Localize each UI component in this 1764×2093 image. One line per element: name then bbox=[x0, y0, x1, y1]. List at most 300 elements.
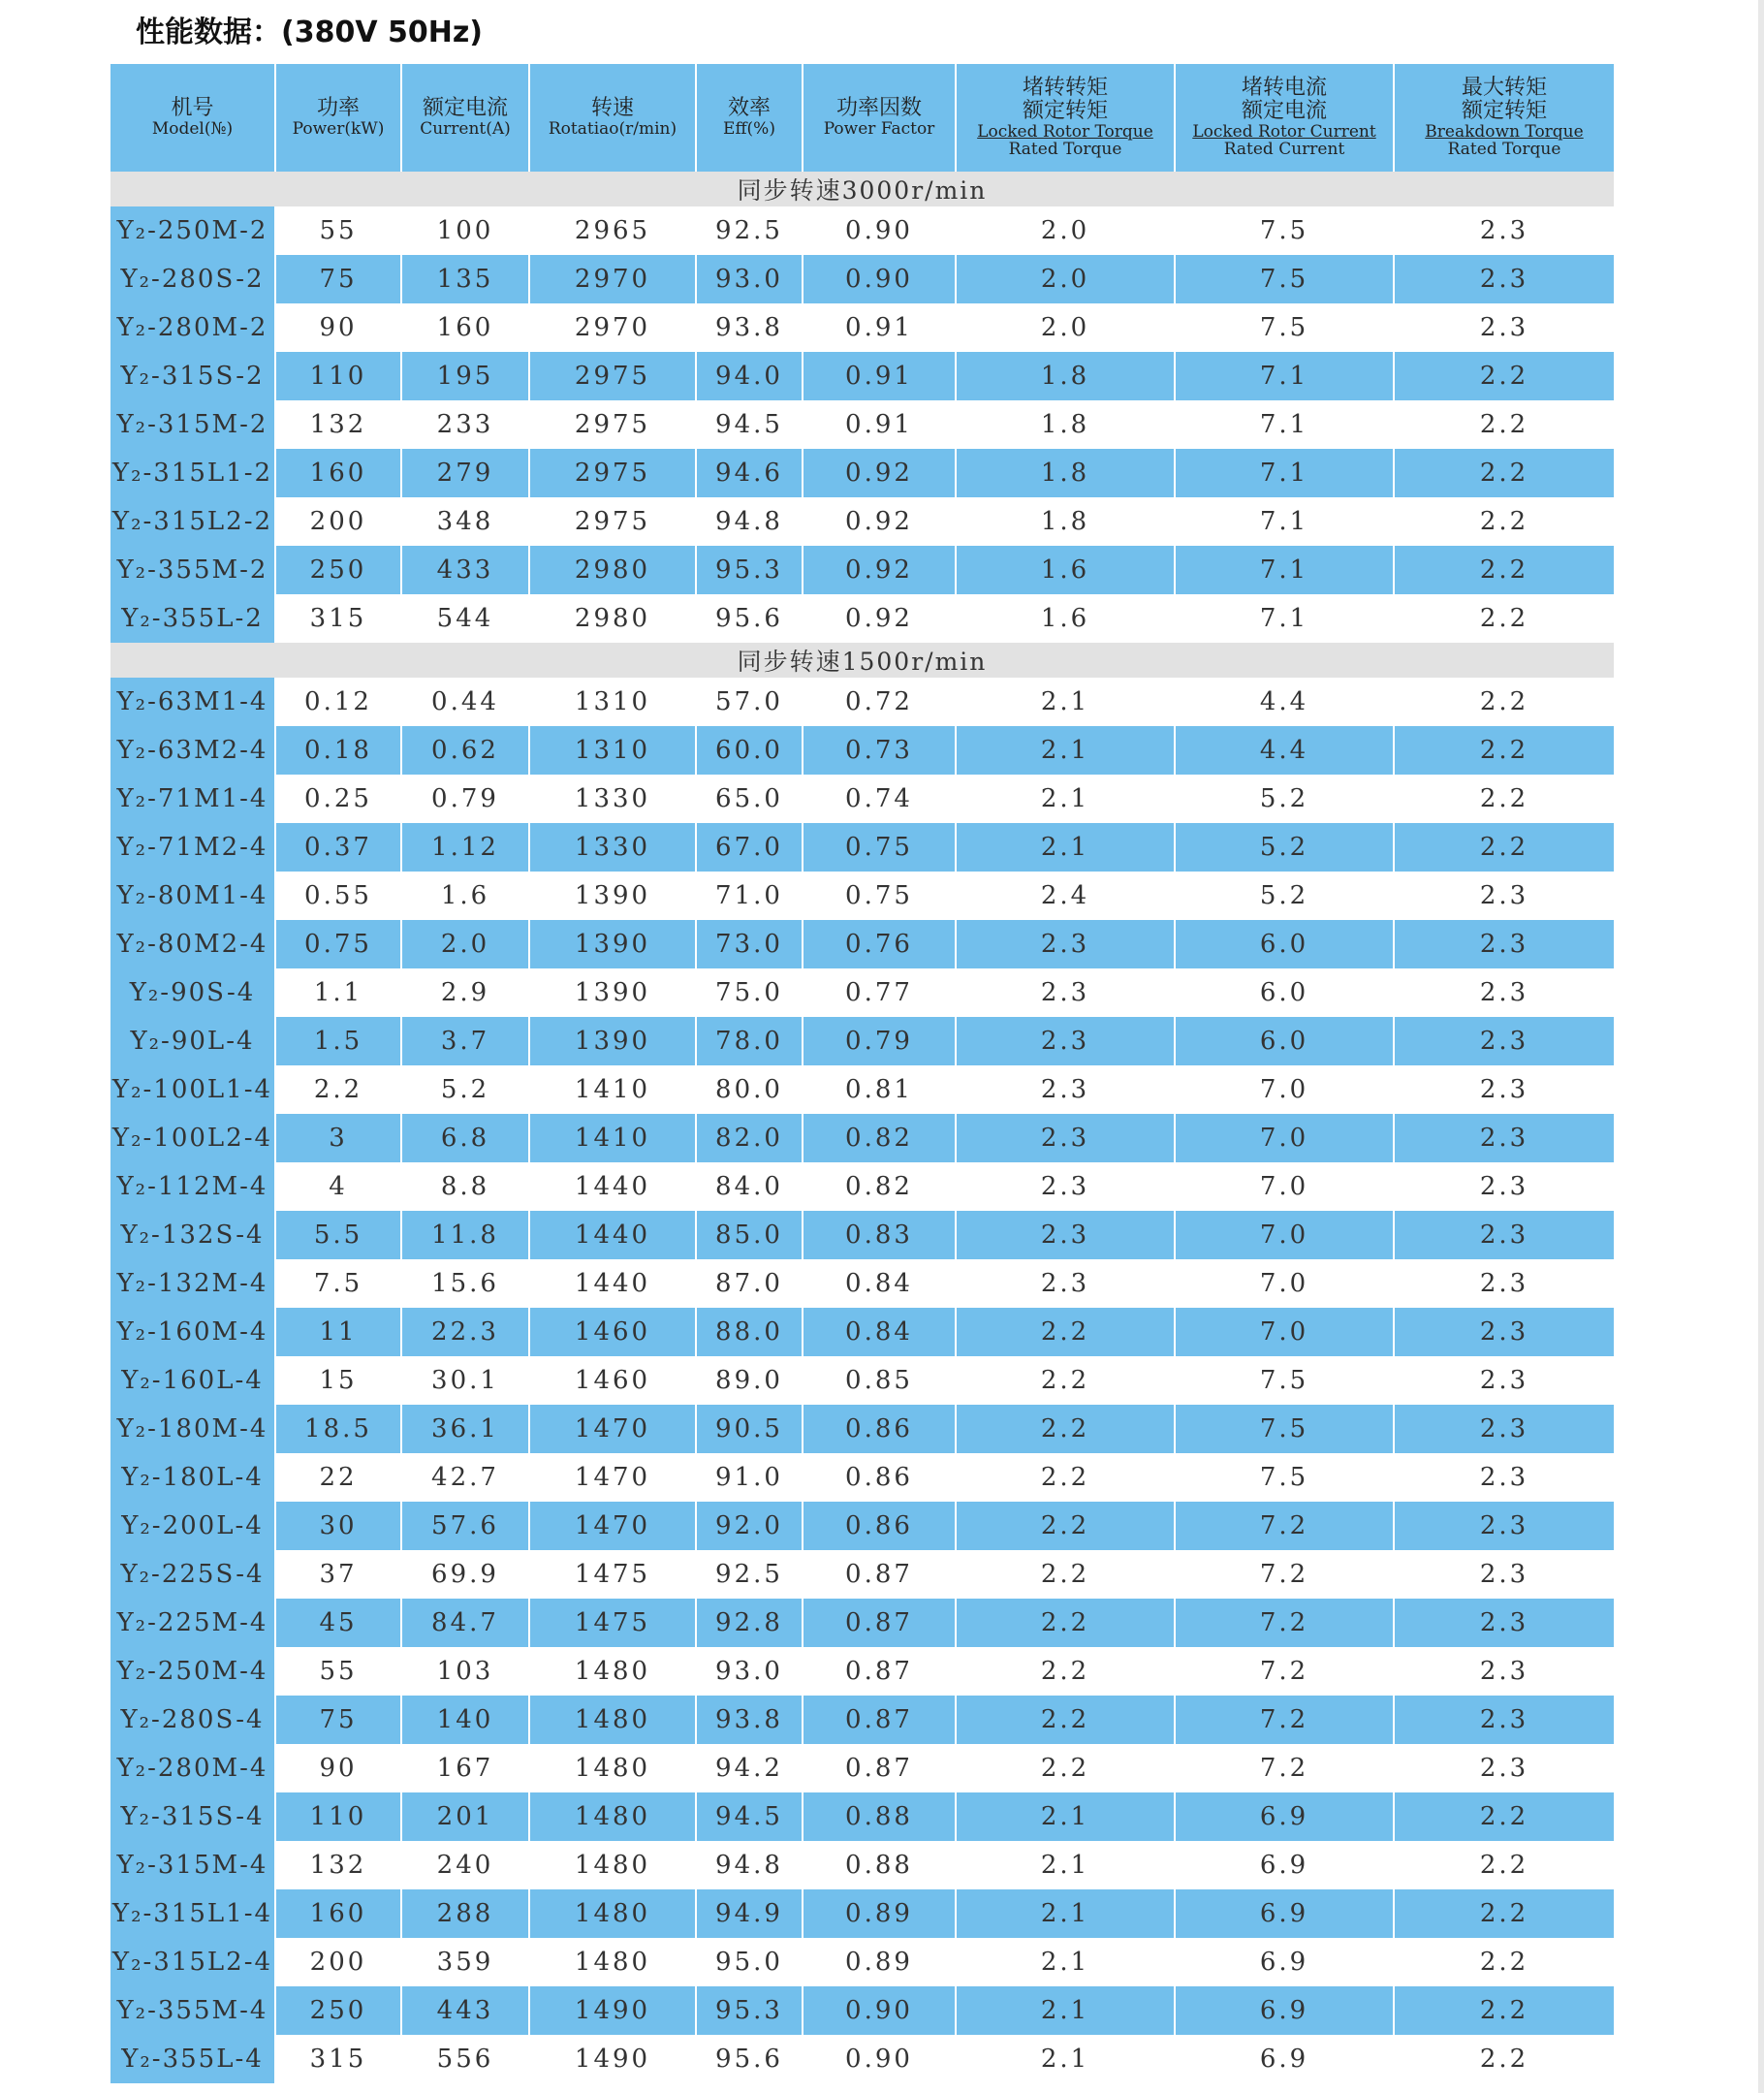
table-cell: 55 bbox=[275, 1647, 401, 1696]
model-cell: Y₂-100L2-4 bbox=[110, 1114, 275, 1162]
model-cell: Y₂-280M-2 bbox=[110, 303, 275, 352]
table-cell: 359 bbox=[401, 1938, 529, 1986]
table-cell: 2.3 bbox=[1394, 255, 1614, 303]
table-header-row bbox=[110, 64, 1614, 172]
table-cell: 75.0 bbox=[696, 968, 803, 1017]
table-cell: 94.5 bbox=[696, 1792, 803, 1841]
table-cell: 2.2 bbox=[1394, 352, 1614, 400]
table-row bbox=[110, 968, 1614, 1017]
table-cell: 0.72 bbox=[803, 678, 956, 726]
table-cell: 2.3 bbox=[1394, 1211, 1614, 1259]
table-cell: 2975 bbox=[529, 497, 696, 546]
table-cell: 82.0 bbox=[696, 1114, 803, 1162]
column-header bbox=[696, 64, 803, 172]
section-label: 同步转速3000r/min bbox=[110, 172, 1614, 206]
table-cell: 2.1 bbox=[956, 1938, 1175, 1986]
table-cell: 2.3 bbox=[1479, 1366, 1529, 1395]
table-cell: 5.2 bbox=[1175, 823, 1394, 872]
table-cell: 2.1 bbox=[956, 1792, 1175, 1841]
table-row bbox=[110, 1211, 1614, 1259]
table-cell: 71.0 bbox=[696, 872, 803, 920]
table-cell: 37 bbox=[275, 1550, 401, 1599]
table-cell: 443 bbox=[401, 1986, 529, 2035]
table-cell: 2.2 bbox=[1479, 784, 1529, 813]
table-cell: 0.89 bbox=[803, 1889, 956, 1938]
table-row bbox=[110, 1017, 1614, 1065]
table-cell: 95.6 bbox=[696, 2035, 803, 2083]
table-cell: 2.2 bbox=[956, 1502, 1175, 1550]
table-row bbox=[110, 400, 1614, 449]
table-cell: 73.0 bbox=[696, 920, 803, 968]
table-cell: 45 bbox=[275, 1599, 401, 1647]
model-cell: Y₂-225S-4 bbox=[110, 1550, 275, 1599]
table-cell: 42.7 bbox=[401, 1453, 529, 1502]
table-cell: 0.18 bbox=[275, 726, 401, 775]
table-row bbox=[110, 1162, 1614, 1211]
table-cell: 200 bbox=[275, 1938, 401, 1986]
table-cell: 1.6 bbox=[401, 872, 529, 920]
table-cell: 240 bbox=[401, 1841, 529, 1889]
table-cell: 2.2 bbox=[1479, 687, 1529, 716]
table-cell: 2980 bbox=[529, 594, 696, 643]
column-header-zh: 堵转电流 额定电流 bbox=[1241, 76, 1327, 124]
table-cell: 2.2 bbox=[956, 1308, 1175, 1356]
table-cell: 0.88 bbox=[803, 1841, 956, 1889]
table-cell: 0.92 bbox=[803, 594, 956, 643]
table-cell: 22.3 bbox=[401, 1308, 529, 1356]
table-cell: 5.2 bbox=[401, 1065, 529, 1114]
table-cell: 1390 bbox=[529, 1017, 696, 1065]
table-cell: 160 bbox=[401, 303, 529, 352]
table-cell: 7.5 bbox=[1175, 1405, 1394, 1453]
model-cell: Y₂-315L2-4 bbox=[110, 1938, 275, 1986]
table-cell: 2.2 bbox=[1394, 546, 1614, 594]
column-header bbox=[956, 64, 1175, 172]
table-cell: 15.6 bbox=[401, 1259, 529, 1308]
table-cell: 57.0 bbox=[696, 678, 803, 726]
table-cell: 94.8 bbox=[696, 1841, 803, 1889]
table-cell: 0.90 bbox=[803, 1986, 956, 2035]
table-cell: 7.5 bbox=[275, 1259, 401, 1308]
table-cell: 2.2 bbox=[956, 1453, 1175, 1502]
column-header-en: Rated Torque bbox=[1447, 140, 1561, 160]
table-cell: 80.0 bbox=[696, 1065, 803, 1114]
table-cell: 0.86 bbox=[803, 1453, 956, 1502]
table-cell: 30.1 bbox=[401, 1356, 529, 1405]
table-cell: 2.3 bbox=[1479, 1463, 1529, 1492]
table-cell: 7.2 bbox=[1175, 1696, 1394, 1744]
table-cell: 2.3 bbox=[1479, 881, 1529, 910]
table-cell: 2.3 bbox=[1394, 1599, 1614, 1647]
table-cell: 0.92 bbox=[803, 449, 956, 497]
table-cell: 18.5 bbox=[275, 1405, 401, 1453]
table-row bbox=[110, 1744, 1614, 1792]
table-cell: 0.87 bbox=[803, 1744, 956, 1792]
table-cell: 2.3 bbox=[956, 1211, 1175, 1259]
table-cell: 0.75 bbox=[803, 872, 956, 920]
table-cell: 2.2 bbox=[956, 1550, 1175, 1599]
table-cell: 75 bbox=[275, 255, 401, 303]
table-cell: 0.87 bbox=[803, 1647, 956, 1696]
table-cell: 15 bbox=[275, 1356, 401, 1405]
table-cell: 55 bbox=[275, 206, 401, 255]
table-cell: 1440 bbox=[529, 1162, 696, 1211]
table-cell: 2.3 bbox=[956, 1114, 1175, 1162]
table-row bbox=[110, 1889, 1614, 1938]
column-header-en: Eff(%) bbox=[723, 119, 775, 140]
table-cell: 95.0 bbox=[696, 1938, 803, 1986]
table-cell: 0.77 bbox=[803, 968, 956, 1017]
table-cell: 1330 bbox=[529, 775, 696, 823]
table-cell: 7.2 bbox=[1175, 1502, 1394, 1550]
table-cell: 2.0 bbox=[956, 303, 1175, 352]
table-cell: 2.1 bbox=[956, 678, 1175, 726]
table-cell: 2.2 bbox=[1394, 726, 1614, 775]
table-body bbox=[110, 172, 1614, 2083]
table-cell: 2.3 bbox=[1479, 1560, 1529, 1589]
table-cell: 2.1 bbox=[956, 726, 1175, 775]
table-cell: 7.5 bbox=[1175, 1356, 1394, 1405]
table-row bbox=[110, 1502, 1614, 1550]
model-cell: Y₂-112M-4 bbox=[110, 1162, 275, 1211]
table-row bbox=[110, 255, 1614, 303]
model-cell: Y₂-280S-4 bbox=[110, 1696, 275, 1744]
table-cell: 5.2 bbox=[1175, 872, 1394, 920]
model-cell: Y₂-90L-4 bbox=[110, 1017, 275, 1065]
table-row bbox=[110, 678, 1614, 726]
model-cell: Y₂-315M-2 bbox=[110, 400, 275, 449]
model-cell: Y₂-315L2-2 bbox=[110, 497, 275, 546]
table-cell: 2.2 bbox=[1394, 1889, 1614, 1938]
table-row bbox=[110, 2035, 1614, 2083]
table-cell: 2.2 bbox=[956, 1647, 1175, 1696]
column-header bbox=[1175, 64, 1394, 172]
table-cell: 100 bbox=[401, 206, 529, 255]
table-cell: 2.4 bbox=[956, 872, 1175, 920]
table-row bbox=[110, 1599, 1614, 1647]
table-cell: 2.3 bbox=[956, 1259, 1175, 1308]
model-cell: Y₂-160M-4 bbox=[110, 1308, 275, 1356]
table-cell: 92.0 bbox=[696, 1502, 803, 1550]
table-cell: 167 bbox=[401, 1744, 529, 1792]
table-cell: 135 bbox=[401, 255, 529, 303]
table-cell: 1460 bbox=[529, 1356, 696, 1405]
table-row bbox=[110, 1938, 1614, 1986]
column-header-en: Rated Torque bbox=[1008, 140, 1122, 160]
column-header-en: Locked Rotor Torque bbox=[977, 121, 1153, 142]
table-cell: 0.92 bbox=[803, 546, 956, 594]
table-cell: 0.88 bbox=[803, 1792, 956, 1841]
table-cell: 6.9 bbox=[1175, 1986, 1394, 2035]
table-cell: 5.2 bbox=[1175, 775, 1394, 823]
table-cell: 8.8 bbox=[401, 1162, 529, 1211]
table-cell: 6.9 bbox=[1175, 1938, 1394, 1986]
table-cell: 0.81 bbox=[803, 1065, 956, 1114]
table-cell: 6.0 bbox=[1175, 920, 1394, 968]
table-row bbox=[110, 1647, 1614, 1696]
table-cell: 30 bbox=[275, 1502, 401, 1550]
table-row bbox=[110, 1696, 1614, 1744]
table-row bbox=[110, 497, 1614, 546]
table-cell: 93.8 bbox=[696, 303, 803, 352]
column-header-en: Power(kW) bbox=[292, 119, 385, 140]
column-header-en: Rotatiao(r/min) bbox=[548, 119, 677, 140]
table-row bbox=[110, 920, 1614, 968]
model-cell: Y₂-90S-4 bbox=[110, 968, 275, 1017]
model-cell: Y₂-63M1-4 bbox=[110, 678, 275, 726]
table-cell: 1470 bbox=[529, 1405, 696, 1453]
column-header-en: Power Factor bbox=[823, 119, 935, 140]
model-cell: Y₂-132M-4 bbox=[110, 1259, 275, 1308]
table-cell: 7.5 bbox=[1175, 303, 1394, 352]
table-cell: 2.3 bbox=[1394, 920, 1614, 968]
table-cell: 1480 bbox=[529, 1647, 696, 1696]
model-cell: Y₂-200L-4 bbox=[110, 1502, 275, 1550]
table-cell: 2.2 bbox=[956, 1696, 1175, 1744]
table-cell: 1.5 bbox=[275, 1017, 401, 1065]
table-cell: 94.5 bbox=[696, 400, 803, 449]
table-cell: 2.1 bbox=[956, 2035, 1175, 2083]
table-cell: 88.0 bbox=[696, 1308, 803, 1356]
model-cell: Y₂-180L-4 bbox=[110, 1453, 275, 1502]
performance-table bbox=[110, 64, 1614, 2083]
table-cell: 2975 bbox=[529, 352, 696, 400]
table-cell: 2.0 bbox=[401, 920, 529, 968]
model-cell: Y₂-355L-2 bbox=[110, 594, 275, 643]
table-row bbox=[110, 449, 1614, 497]
table-cell: 1330 bbox=[529, 823, 696, 872]
table-cell: 1480 bbox=[529, 1841, 696, 1889]
table-cell: 2980 bbox=[529, 546, 696, 594]
table-cell: 11 bbox=[275, 1308, 401, 1356]
model-cell: Y₂-315S-4 bbox=[110, 1792, 275, 1841]
table-cell: 90.5 bbox=[696, 1405, 803, 1453]
table-cell: 1410 bbox=[529, 1065, 696, 1114]
table-row bbox=[110, 1792, 1614, 1841]
table-cell: 0.90 bbox=[803, 206, 956, 255]
table-cell: 2.3 bbox=[1394, 1696, 1614, 1744]
table-cell: 0.85 bbox=[803, 1356, 956, 1405]
table-cell: 1490 bbox=[529, 1986, 696, 2035]
table-cell: 0.84 bbox=[803, 1308, 956, 1356]
table-cell: 7.2 bbox=[1175, 1744, 1394, 1792]
table-row bbox=[110, 775, 1614, 823]
table-cell: 2.2 bbox=[1394, 1792, 1614, 1841]
table-cell: 2.2 bbox=[956, 1599, 1175, 1647]
table-row bbox=[110, 1453, 1614, 1502]
table-cell: 2.2 bbox=[956, 1744, 1175, 1792]
table-cell: 0.73 bbox=[803, 726, 956, 775]
table-cell: 2.2 bbox=[1394, 823, 1614, 872]
table-row bbox=[110, 1114, 1614, 1162]
table-cell: 1460 bbox=[529, 1308, 696, 1356]
table-cell: 2.3 bbox=[956, 1017, 1175, 1065]
table-cell: 57.6 bbox=[401, 1502, 529, 1550]
table-cell: 7.0 bbox=[1175, 1162, 1394, 1211]
table-cell: 2970 bbox=[529, 303, 696, 352]
table-cell: 78.0 bbox=[696, 1017, 803, 1065]
table-cell: 92.5 bbox=[696, 206, 803, 255]
table-cell: 6.0 bbox=[1175, 968, 1394, 1017]
table-cell: 433 bbox=[401, 546, 529, 594]
table-cell: 0.87 bbox=[803, 1599, 956, 1647]
column-header-en: Locked Rotor Current bbox=[1192, 121, 1376, 142]
table-row bbox=[110, 1259, 1614, 1308]
table-cell: 0.82 bbox=[803, 1162, 956, 1211]
table-cell: 0.86 bbox=[803, 1405, 956, 1453]
table-cell: 0.74 bbox=[803, 775, 956, 823]
table-cell: 2.1 bbox=[956, 823, 1175, 872]
table-cell: 2.0 bbox=[956, 255, 1175, 303]
table-cell: 0.55 bbox=[275, 872, 401, 920]
section-row bbox=[110, 172, 1614, 206]
model-cell: Y₂-100L1-4 bbox=[110, 1065, 275, 1114]
table-cell: 2970 bbox=[529, 255, 696, 303]
table-cell: 1.12 bbox=[401, 823, 529, 872]
table-cell: 90 bbox=[275, 303, 401, 352]
table-cell: 160 bbox=[275, 449, 401, 497]
table-cell: 60.0 bbox=[696, 726, 803, 775]
table-row bbox=[110, 594, 1614, 643]
table-cell: 94.9 bbox=[696, 1889, 803, 1938]
table-cell: 95.3 bbox=[696, 1986, 803, 2035]
table-cell: 4 bbox=[275, 1162, 401, 1211]
table-cell: 2.2 bbox=[275, 1065, 401, 1114]
table-cell: 250 bbox=[275, 1986, 401, 2035]
table-cell: 1390 bbox=[529, 920, 696, 968]
table-cell: 2.3 bbox=[1479, 1075, 1529, 1104]
model-cell: Y₂-80M2-4 bbox=[110, 920, 275, 968]
table-cell: 7.0 bbox=[1175, 1259, 1394, 1308]
table-cell: 2.2 bbox=[1479, 507, 1529, 536]
column-header-zh: 功率因数 bbox=[835, 96, 922, 121]
table-cell: 132 bbox=[275, 1841, 401, 1889]
table-cell: 2.1 bbox=[956, 1889, 1175, 1938]
table-cell: 0.90 bbox=[803, 255, 956, 303]
table-cell: 195 bbox=[401, 352, 529, 400]
model-cell: Y₂-315S-2 bbox=[110, 352, 275, 400]
table-cell: 6.8 bbox=[401, 1114, 529, 1162]
table-cell: 0.87 bbox=[803, 1550, 956, 1599]
column-header-en: Model(№) bbox=[151, 119, 234, 140]
model-cell: Y₂-355M-4 bbox=[110, 1986, 275, 2035]
table-cell: 7.5 bbox=[1175, 255, 1394, 303]
table-cell: 6.9 bbox=[1175, 1841, 1394, 1889]
table-cell: 22 bbox=[275, 1453, 401, 1502]
table-cell: 132 bbox=[275, 400, 401, 449]
table-cell: 6.9 bbox=[1175, 2035, 1394, 2083]
table-cell: 2965 bbox=[529, 206, 696, 255]
table-cell: 2.9 bbox=[401, 968, 529, 1017]
table-cell: 7.1 bbox=[1175, 497, 1394, 546]
model-cell: Y₂-225M-4 bbox=[110, 1599, 275, 1647]
table-cell: 36.1 bbox=[401, 1405, 529, 1453]
table-row bbox=[110, 726, 1614, 775]
table-cell: 92.5 bbox=[696, 1550, 803, 1599]
table-cell: 2.3 bbox=[1479, 313, 1529, 342]
table-row bbox=[110, 823, 1614, 872]
table-cell: 0.25 bbox=[275, 775, 401, 823]
table-cell: 0.92 bbox=[803, 497, 956, 546]
table-cell: 2.2 bbox=[1479, 1851, 1529, 1880]
table-cell: 4.4 bbox=[1175, 678, 1394, 726]
model-cell: Y₂-280M-4 bbox=[110, 1744, 275, 1792]
model-cell: Y₂-355L-4 bbox=[110, 2035, 275, 2083]
table-cell: 1480 bbox=[529, 1938, 696, 1986]
table-cell: 2.3 bbox=[1394, 1114, 1614, 1162]
table-cell: 94.8 bbox=[696, 497, 803, 546]
table-cell: 2.3 bbox=[1394, 1017, 1614, 1065]
table-cell: 1410 bbox=[529, 1114, 696, 1162]
table-cell: 2.1 bbox=[956, 1986, 1175, 2035]
table-cell: 7.1 bbox=[1175, 449, 1394, 497]
table-cell: 2.2 bbox=[1479, 1948, 1529, 1977]
table-cell: 93.0 bbox=[696, 1647, 803, 1696]
table-cell: 69.9 bbox=[401, 1550, 529, 1599]
table-cell: 0.37 bbox=[275, 823, 401, 872]
table-cell: 93.0 bbox=[696, 255, 803, 303]
table-cell: 110 bbox=[275, 1792, 401, 1841]
section-label: 同步转速1500r/min bbox=[110, 643, 1614, 678]
table-cell: 7.1 bbox=[1175, 594, 1394, 643]
table-cell: 3 bbox=[275, 1114, 401, 1162]
table-cell: 2.3 bbox=[1479, 978, 1529, 1007]
table-cell: 2975 bbox=[529, 449, 696, 497]
table-cell: 0.91 bbox=[803, 303, 956, 352]
column-header bbox=[1394, 64, 1614, 172]
table-cell: 75 bbox=[275, 1696, 401, 1744]
table-cell: 1390 bbox=[529, 872, 696, 920]
table-cell: 11.8 bbox=[401, 1211, 529, 1259]
table-cell: 7.2 bbox=[1175, 1599, 1394, 1647]
table-cell: 87.0 bbox=[696, 1259, 803, 1308]
table-cell: 1.6 bbox=[956, 546, 1175, 594]
table-cell: 2.2 bbox=[1394, 449, 1614, 497]
table-cell: 0.75 bbox=[803, 823, 956, 872]
table-cell: 1.6 bbox=[956, 594, 1175, 643]
table-cell: 2.0 bbox=[956, 206, 1175, 255]
table-cell: 348 bbox=[401, 497, 529, 546]
table-cell: 65.0 bbox=[696, 775, 803, 823]
table-row bbox=[110, 352, 1614, 400]
table-cell: 2.3 bbox=[1394, 1502, 1614, 1550]
model-cell: Y₂-132S-4 bbox=[110, 1211, 275, 1259]
table-cell: 2975 bbox=[529, 400, 696, 449]
table-row bbox=[110, 872, 1614, 920]
table-cell: 2.3 bbox=[956, 1065, 1175, 1114]
table-cell: 7.1 bbox=[1175, 546, 1394, 594]
table-cell: 544 bbox=[401, 594, 529, 643]
table-cell: 2.3 bbox=[1479, 1172, 1529, 1201]
table-cell: 200 bbox=[275, 497, 401, 546]
column-header-en: Rated Current bbox=[1223, 140, 1345, 160]
column-header-en: Breakdown Torque bbox=[1425, 121, 1584, 142]
table-cell: 7.2 bbox=[1175, 1550, 1394, 1599]
table-cell: 94.6 bbox=[696, 449, 803, 497]
table-cell: 91.0 bbox=[696, 1453, 803, 1502]
table-cell: 94.0 bbox=[696, 352, 803, 400]
table-cell: 2.3 bbox=[1479, 1269, 1529, 1298]
column-header bbox=[803, 64, 956, 172]
table-cell: 315 bbox=[275, 594, 401, 643]
table-cell: 7.1 bbox=[1175, 400, 1394, 449]
table-cell: 0.82 bbox=[803, 1114, 956, 1162]
table-cell: 0.79 bbox=[401, 775, 529, 823]
table-cell: 90 bbox=[275, 1744, 401, 1792]
model-cell: Y₂-80M1-4 bbox=[110, 872, 275, 920]
table-cell: 103 bbox=[401, 1647, 529, 1696]
model-cell: Y₂-71M2-4 bbox=[110, 823, 275, 872]
